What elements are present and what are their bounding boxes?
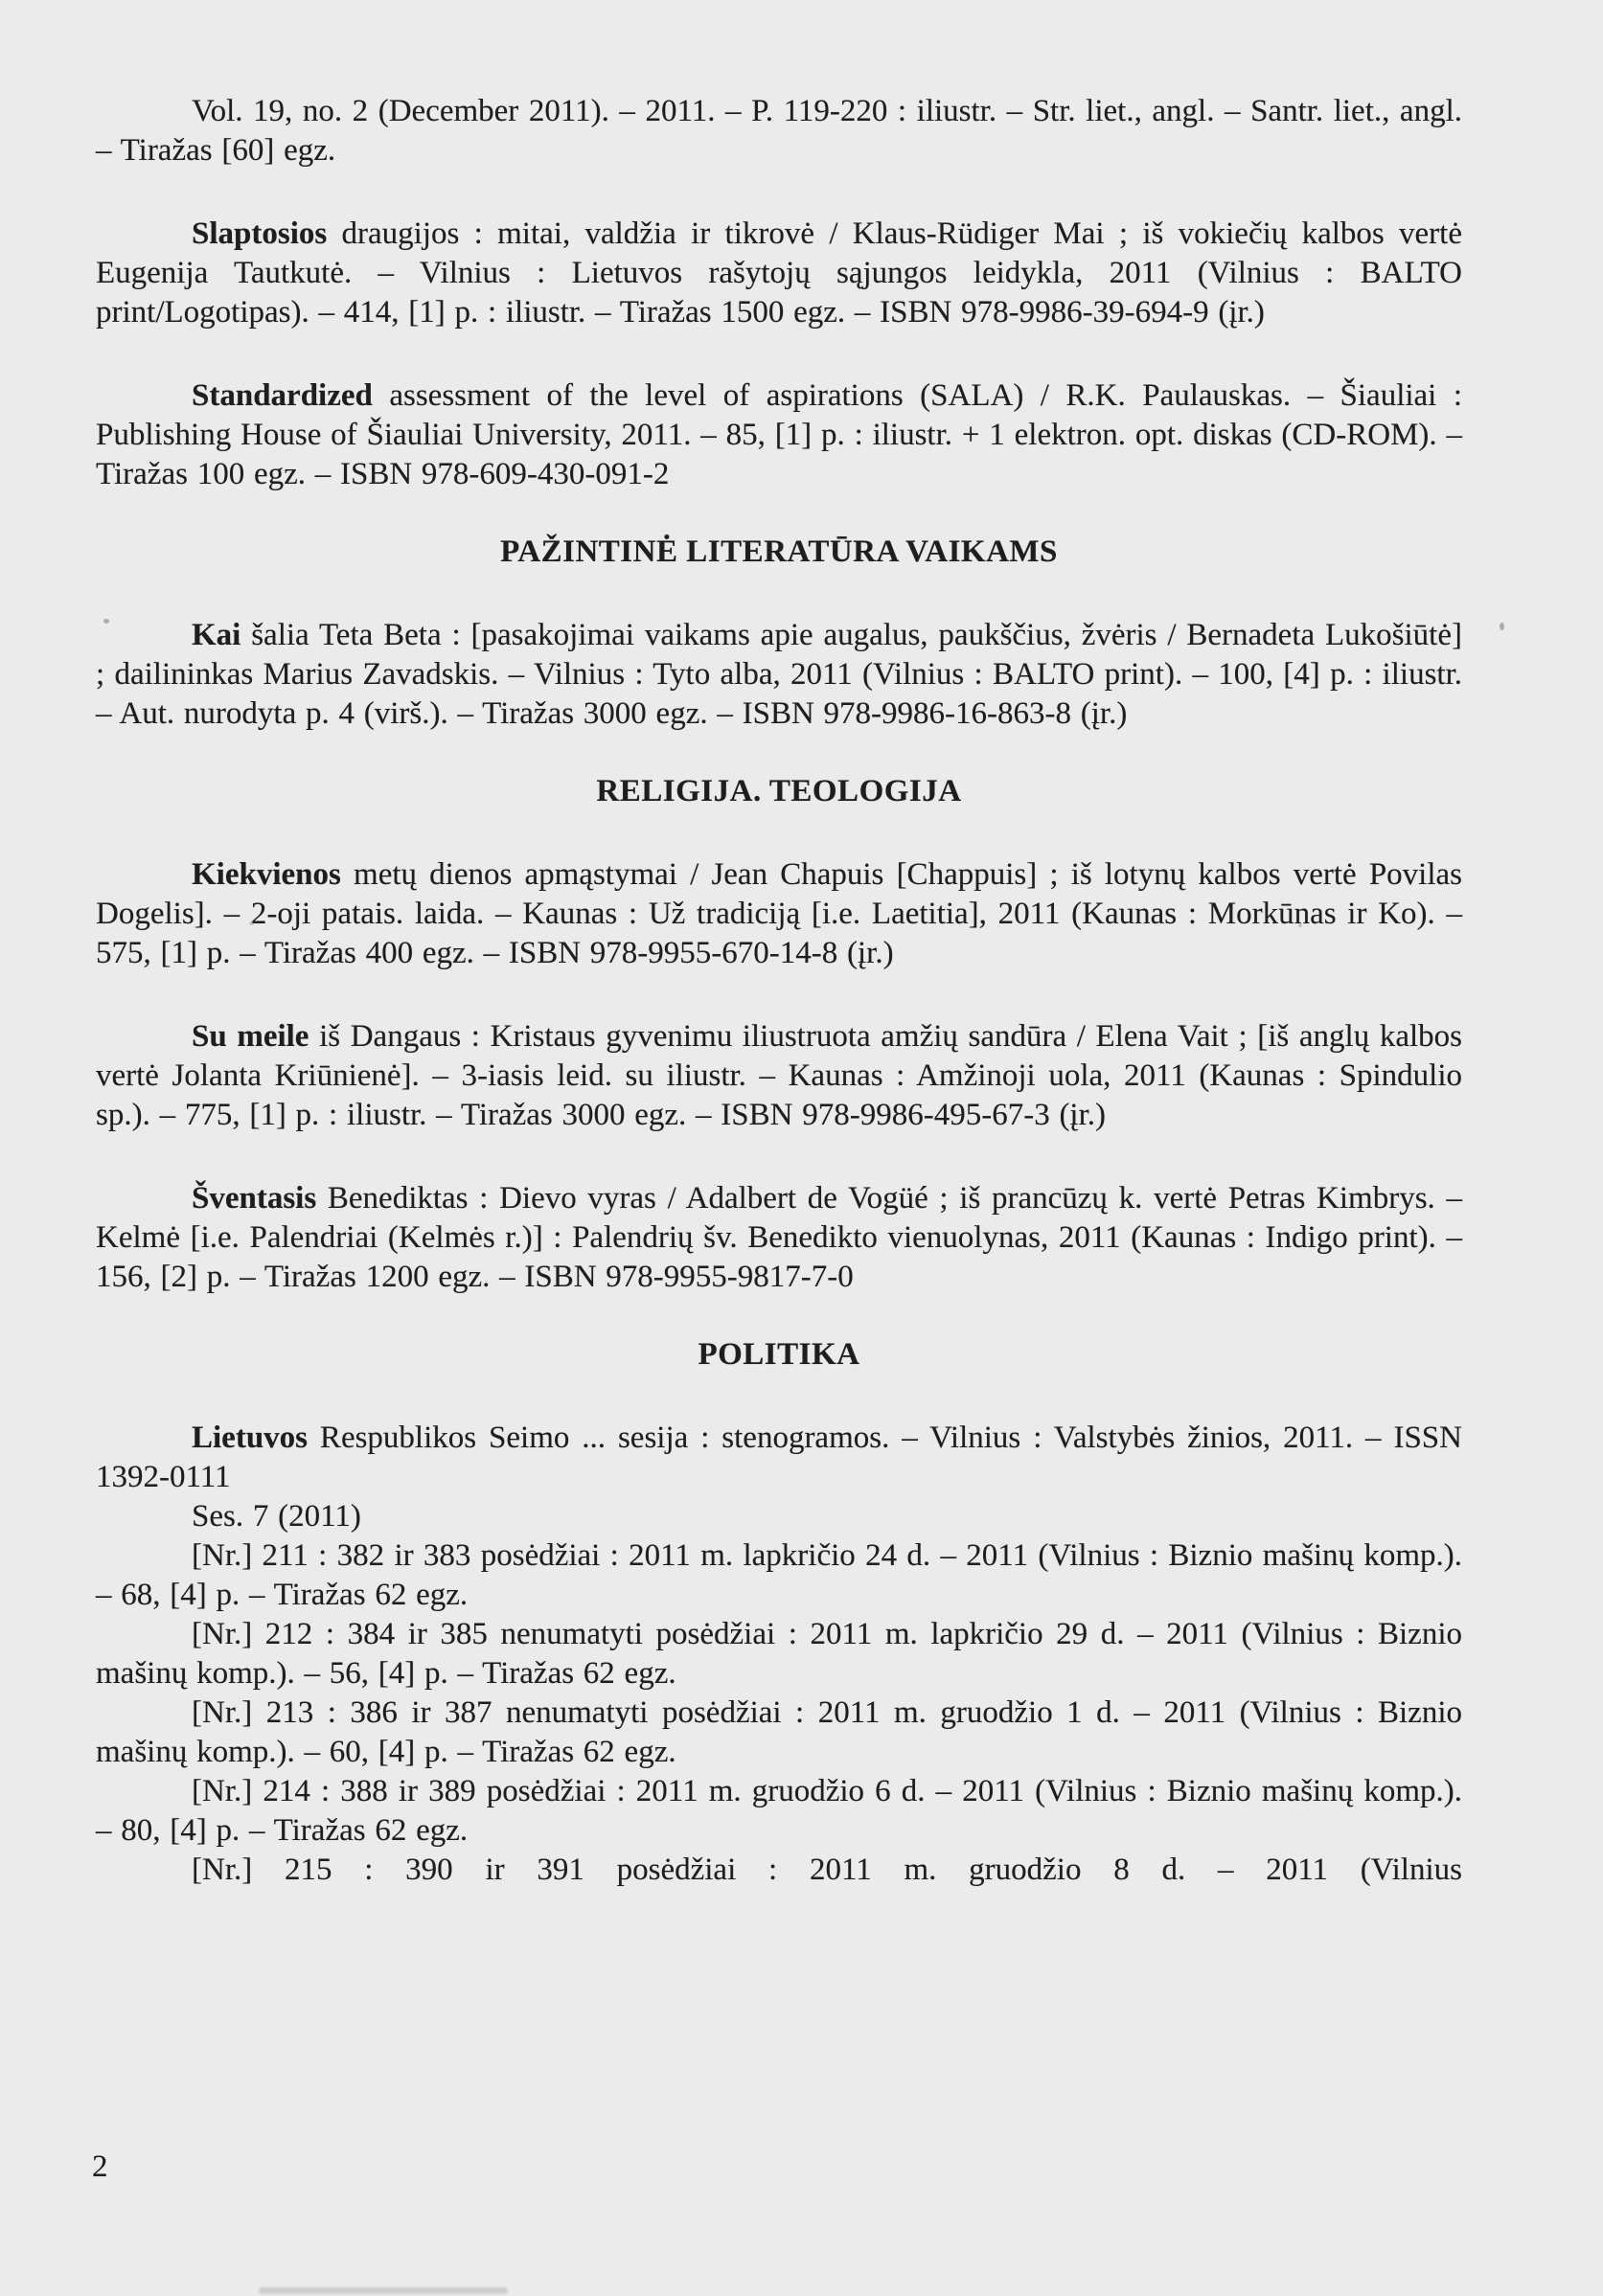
heading-pazintine-literatura-vaikams: PAŽINTINĖ LITERATŪRA VAIKAMS	[500, 534, 1058, 569]
serial-line-nr-212: [Nr.] 212 : 384 ir 385 nenumatyti posėdžiai : 2011 m. lapkričio 29 d. – 2011 (Vilnius : Biznio mašinų komp.). – 56, [4] p. – Tiražas 62 egz.	[96, 1617, 1462, 1691]
entry-sventasis-benediktas	[96, 1179, 1462, 1297]
entry-text: metų dienos apmąstymai / Jean Chapuis [Chappuis] ; iš lotynų kalbos vertė Povilas Dogelis]. – 2-oji patais. laida. – Kaunas : Už tradiciją [i.e. Laetitia], 2011 (Kaunas : Morkūnas ir Ko). – 575, [1] p. – Tiražas 400 egz. – ISBN 978-9955-670-14-8 (įr.)	[96, 857, 1462, 970]
entry-lead: Kai	[192, 618, 241, 652]
entry-kai-salia-teta-beta	[96, 616, 1462, 734]
entry-text: iš Dangaus : Kristaus gyvenimu iliustruota amžių sandūra / Elena Vait ; [iš anglų kalbos vertė Jolanta Kriūnienė]. – 3-iasis leid. su iliustr. – Kaunas : Amžinoji uola, 2011 (Kaunas : Spindulio sp.). – 775, [1] p. : iliustr. – Tiražas 3000 egz. – ISBN 978-9986-495-67-3 (įr.)	[96, 1019, 1462, 1132]
entry-slaptosios	[96, 215, 1462, 332]
entry-lietuvos-seimo	[96, 1419, 1462, 1497]
entry-standardized	[96, 376, 1462, 494]
serial-line-nr-214: [Nr.] 214 : 388 ir 389 posėdžiai : 2011 m. gruodžio 6 d. – 2011 (Vilnius : Biznio mašinų komp.). – 80, [4] p. – Tiražas 62 egz.	[96, 1774, 1462, 1848]
entry-text: assessment of the level of aspirations (SALA) / R.K. Paulauskas. – Šiauliai : Publishing House of Šiauliai University, 2011. – 85, [1] p. : iliustr. + 1 elektron. opt. diskas (CD-ROM). – Tiražas 100 egz. – ISBN 978-609-430-091-2	[96, 378, 1462, 491]
entry-lead: Su meile	[192, 1019, 309, 1054]
serial-line-nr-215: [Nr.] 215 : 390 ir 391 posėdžiai : 2011 m. gruodžio 8 d. – 2011 (Vilnius	[192, 1853, 1462, 1887]
scan-speck	[1298, 923, 1302, 927]
serial-line-nr-213: [Nr.] 213 : 386 ir 387 nenumatyti posėdžiai : 2011 m. gruodžio 1 d. – 2011 (Vilnius : Biznio mašinų komp.). – 60, [4] p. – Tiražas 62 egz.	[96, 1695, 1462, 1769]
entry-text: šalia Teta Beta : [pasakojimai vaikams apie augalus, paukščius, žvėris / Bernadeta Lukošiūtė] ; dailininkas Marius Zavadskis. – Vilnius : Tyto alba, 2011 (Vilnius : BALTO print). – 100, [4] p. : iliustr. – Aut. nurodyta p. 4 (virš.). – Tiražas 3000 egz. – ISBN 978-9986-16-863-8 (įr.)	[96, 618, 1462, 731]
entry-lead: Kiekvienos	[192, 857, 341, 892]
scan-speck	[249, 921, 254, 925]
entry-lead: Šventasis	[192, 1181, 317, 1216]
entry-text: Respublikos Seimo ... sesija : stenogramos. – Vilnius : Valstybės žinios, 2011. – ISSN 1392-0111	[96, 1421, 1462, 1494]
entry-lead: Standardized	[192, 378, 373, 413]
scan-smudge	[259, 2287, 508, 2294]
entry-su-meile	[96, 1017, 1462, 1135]
scan-speck	[1500, 623, 1504, 630]
entry-text: Benediktas : Dievo vyras / Adalbert de Vogüé ; iš prancūzų k. vertė Petras Kimbrys. – Kelmė [i.e. Palendriai (Kelmės r.)] : Palendrių šv. Benedikto vienuolynas, 2011 (Kaunas : Indigo print). – 156, [2] p. – Tiražas 1200 egz. – ISBN 978-9955-9817-7-0	[96, 1181, 1462, 1294]
entry-continuation: Vol. 19, no. 2 (December 2011). – 2011. – P. 119-220 : iliustr. – Str. liet., angl. – Santr. liet., angl. – Tiražas [60] egz.	[96, 94, 1462, 168]
heading-religija-teologija: RELIGIJA. TEOLOGIJA	[596, 774, 962, 808]
entry-kiekvienos	[96, 855, 1462, 973]
serial-line-nr-211: [Nr.] 211 : 382 ir 383 posėdžiai : 2011 m. lapkričio 24 d. – 2011 (Vilnius : Biznio mašinų komp.). – 68, [4] p. – Tiražas 62 egz.	[96, 1538, 1462, 1612]
entry-text: draugijos : mitai, valdžia ir tikrovė / Klaus-Rüdiger Mai ; iš vokiečių kalbos vertė Eugenija Tautkutė. – Vilnius : Lietuvos rašytojų sąjungos leidykla, 2011 (Vilnius : BALTO print/Logotipas). – 414, [1] p. : iliustr. – Tiražas 1500 egz. – ISBN 978-9986-39-694-9 (įr.)	[96, 216, 1462, 330]
page-number: 2	[92, 2149, 108, 2184]
scan-speck	[103, 619, 109, 624]
heading-politika: POLITIKA	[698, 1337, 860, 1372]
text-block	[96, 92, 1462, 1890]
entry-lead: Slaptosios	[192, 216, 328, 251]
serial-line-ses-7: Ses. 7 (2011)	[192, 1499, 361, 1534]
entry-lead: Lietuvos	[192, 1421, 309, 1455]
